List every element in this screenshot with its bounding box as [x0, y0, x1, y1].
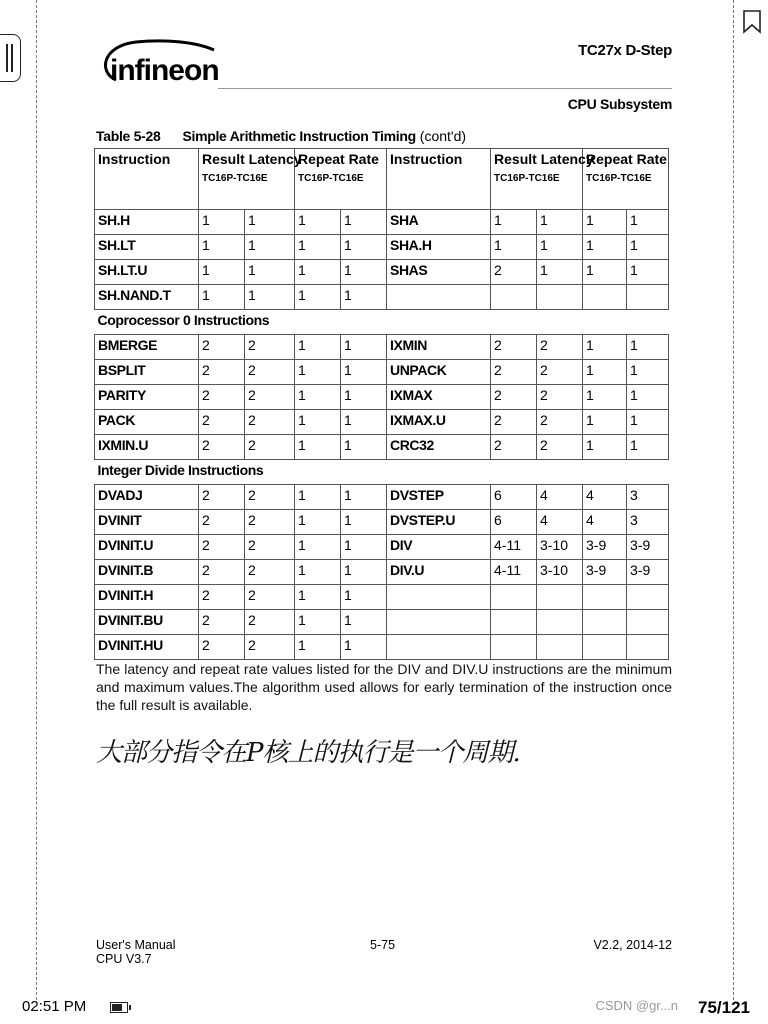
instruction-cell: DIV.U	[387, 560, 491, 585]
csdn-watermark: CSDN @gr...n	[595, 998, 678, 1013]
instruction-cell: DIV	[387, 535, 491, 560]
timing-cell: 2	[199, 360, 245, 385]
table-row	[95, 510, 669, 535]
table-row	[95, 260, 669, 285]
table-caption-suffix: (cont'd)	[419, 128, 467, 144]
timing-cell: 1	[341, 210, 387, 235]
timing-cell: 1	[583, 335, 627, 360]
instruction-cell: IXMIN.U	[95, 435, 199, 460]
timing-cell: 1	[583, 260, 627, 285]
timing-cell: 1	[245, 210, 295, 235]
timing-cell: 2	[199, 485, 245, 510]
timing-cell: 1	[491, 210, 537, 235]
timing-cell: 4-11	[491, 535, 537, 560]
instruction-cell: PARITY	[95, 385, 199, 410]
col-header-instruction-2: Instruction	[387, 149, 491, 210]
timing-cell: 2	[491, 335, 537, 360]
timing-cell	[627, 635, 669, 660]
timing-cell	[627, 610, 669, 635]
timing-cell: 1	[341, 410, 387, 435]
timing-cell: 1	[295, 485, 341, 510]
timing-cell: 2	[245, 535, 295, 560]
timing-cell: 2	[199, 610, 245, 635]
timing-cell: 1	[295, 635, 341, 660]
timing-cell: 1	[583, 385, 627, 410]
timing-cell: 2	[245, 435, 295, 460]
timing-cell: 1	[341, 560, 387, 585]
timing-cell: 2	[537, 335, 583, 360]
timing-cell: 1	[295, 335, 341, 360]
timing-cell: 2	[199, 385, 245, 410]
table-row	[95, 585, 669, 610]
timing-cell	[537, 610, 583, 635]
timing-cell: 1	[627, 260, 669, 285]
timing-cell: 1	[537, 260, 583, 285]
timing-cell	[583, 585, 627, 610]
timing-cell: 1	[295, 560, 341, 585]
table-section-row	[95, 310, 669, 335]
timing-cell: 2	[245, 360, 295, 385]
col-header-latency: Result Latency TC16P-TC16E	[199, 149, 295, 210]
timing-cell	[627, 285, 669, 310]
timing-cell: 1	[199, 235, 245, 260]
timing-cell: 1	[295, 410, 341, 435]
col-header-instruction: Instruction	[95, 149, 199, 210]
timing-cell: 1	[295, 510, 341, 535]
timing-cell: 2	[199, 510, 245, 535]
battery-icon	[110, 1002, 128, 1013]
timing-cell: 2	[245, 610, 295, 635]
timing-cell: 1	[627, 235, 669, 260]
timing-cell	[537, 635, 583, 660]
timing-cell: 3-10	[537, 535, 583, 560]
instruction-cell: DVINIT.B	[95, 560, 199, 585]
header-divider	[218, 88, 672, 89]
timing-cell: 2	[199, 410, 245, 435]
timing-cell: 2	[199, 535, 245, 560]
instruction-cell: SH.LT	[95, 235, 199, 260]
table-section-row	[95, 460, 669, 485]
timing-cell: 3-9	[627, 535, 669, 560]
col-header-repeat-2: Repeat Rate TC16P-TC16E	[583, 149, 669, 210]
instruction-cell: IXMAX	[387, 385, 491, 410]
timing-cell: 1	[295, 235, 341, 260]
body-paragraph: The latency and repeat rate values listed for the DIV and DIV.U instructions are the minimum and maximum values.The algorithm used allows for early termination of the instruction once the full result is available.	[96, 661, 672, 713]
timing-cell: 2	[491, 385, 537, 410]
timing-cell: 3-10	[537, 560, 583, 585]
instruction-cell: IXMAX.U	[387, 410, 491, 435]
instruction-cell: DVINIT.BU	[95, 610, 199, 635]
footer-page-number: 5-75	[370, 938, 396, 952]
status-time: 02:51 PM	[22, 998, 87, 1015]
timing-cell: 1	[341, 635, 387, 660]
timing-cell: 3-9	[583, 535, 627, 560]
instruction-cell: BMERGE	[95, 335, 199, 360]
timing-cell	[491, 635, 537, 660]
timing-cell: 1	[341, 585, 387, 610]
timing-cell: 2	[199, 335, 245, 360]
table-number: Table 5-28	[96, 128, 161, 144]
instruction-cell: CRC32	[387, 435, 491, 460]
instruction-cell: SH.LT.U	[95, 260, 199, 285]
instruction-cell: SHA.H	[387, 235, 491, 260]
timing-cell: 2	[491, 260, 537, 285]
timing-cell: 1	[295, 535, 341, 560]
instruction-cell: BSPLIT	[95, 360, 199, 385]
timing-cell: 1	[295, 435, 341, 460]
timing-cell	[537, 585, 583, 610]
timing-cell	[583, 610, 627, 635]
timing-cell: 4	[537, 510, 583, 535]
timing-cell: 1	[199, 260, 245, 285]
timing-cell: 6	[491, 485, 537, 510]
timing-cell: 1	[295, 285, 341, 310]
instruction-cell	[387, 585, 491, 610]
timing-cell: 1	[341, 435, 387, 460]
instruction-timing-table	[94, 148, 669, 660]
table-row	[95, 635, 669, 660]
footer-version: V2.2, 2014-12	[593, 938, 672, 952]
col-header-repeat: Repeat Rate TC16P-TC16E	[295, 149, 387, 210]
timing-cell: 1	[295, 210, 341, 235]
timing-cell: 2	[199, 435, 245, 460]
timing-cell: 2	[245, 510, 295, 535]
table-row	[95, 610, 669, 635]
section-heading: Integer Divide Instructions	[95, 460, 669, 485]
timing-cell: 2	[491, 435, 537, 460]
timing-cell	[491, 285, 537, 310]
timing-cell: 1	[341, 335, 387, 360]
timing-cell: 2	[199, 560, 245, 585]
timing-cell: 1	[245, 260, 295, 285]
instruction-cell: DVINIT.H	[95, 585, 199, 610]
instruction-cell: DVSTEP.U	[387, 510, 491, 535]
timing-cell: 2	[245, 635, 295, 660]
timing-cell: 2	[245, 385, 295, 410]
col-header-latency-2: Result Latency TC16P-TC16E	[491, 149, 583, 210]
infineon-logo	[96, 36, 220, 94]
timing-cell: 1	[295, 585, 341, 610]
section-title: CPU Subsystem	[567, 96, 672, 112]
timing-cell: 2	[491, 410, 537, 435]
bookmark-icon[interactable]	[742, 10, 762, 34]
timing-cell: 4	[583, 510, 627, 535]
svg-text:infineon: infineon	[110, 54, 219, 87]
reader-page-count[interactable]: 75/121	[698, 998, 750, 1017]
table-row	[95, 385, 669, 410]
table-row	[95, 560, 669, 585]
instruction-cell: DVSTEP	[387, 485, 491, 510]
timing-cell: 1	[245, 235, 295, 260]
left-margin-line	[36, 0, 37, 1000]
timing-cell: 1	[627, 410, 669, 435]
timing-cell: 2	[199, 585, 245, 610]
timing-cell: 4-11	[491, 560, 537, 585]
timing-cell: 1	[341, 285, 387, 310]
timing-cell: 1	[537, 210, 583, 235]
table-caption	[96, 128, 466, 144]
timing-cell: 1	[341, 535, 387, 560]
instruction-cell: DVADJ	[95, 485, 199, 510]
instruction-cell: PACK	[95, 410, 199, 435]
instruction-cell: DVINIT.HU	[95, 635, 199, 660]
timing-cell: 1	[583, 235, 627, 260]
timing-cell: 1	[341, 510, 387, 535]
timing-cell: 1	[583, 210, 627, 235]
table-row	[95, 210, 669, 235]
timing-cell: 1	[537, 235, 583, 260]
table-row	[95, 485, 669, 510]
timing-cell: 1	[583, 360, 627, 385]
instruction-cell	[387, 635, 491, 660]
timing-cell: 2	[245, 585, 295, 610]
timing-cell: 1	[199, 285, 245, 310]
timing-cell	[491, 610, 537, 635]
timing-cell: 1	[245, 285, 295, 310]
instruction-cell	[387, 610, 491, 635]
timing-cell: 2	[537, 410, 583, 435]
timing-cell: 2	[537, 435, 583, 460]
table-row	[95, 285, 669, 310]
timing-cell: 1	[627, 435, 669, 460]
timing-cell: 1	[341, 360, 387, 385]
timing-cell: 1	[627, 210, 669, 235]
timing-cell: 1	[627, 360, 669, 385]
timing-cell: 1	[341, 485, 387, 510]
timing-cell: 1	[627, 385, 669, 410]
timing-cell: 1	[199, 210, 245, 235]
timing-cell: 2	[537, 360, 583, 385]
instruction-cell: SH.H	[95, 210, 199, 235]
table-title: Simple Arithmetic Instruction Timing	[182, 128, 416, 144]
timing-cell: 2	[491, 360, 537, 385]
timing-cell: 1	[341, 235, 387, 260]
timing-cell: 4	[583, 485, 627, 510]
timing-cell: 1	[295, 360, 341, 385]
timing-cell: 3-9	[627, 560, 669, 585]
timing-cell	[627, 585, 669, 610]
table-row	[95, 535, 669, 560]
timing-cell: 1	[295, 610, 341, 635]
timing-cell: 1	[341, 260, 387, 285]
timing-cell: 1	[583, 410, 627, 435]
section-heading: Coprocessor 0 Instructions	[95, 310, 669, 335]
table-row	[95, 335, 669, 360]
timing-cell: 1	[627, 335, 669, 360]
timing-cell	[491, 585, 537, 610]
timing-cell: 3-9	[583, 560, 627, 585]
timing-cell: 2	[537, 385, 583, 410]
timing-cell: 2	[199, 635, 245, 660]
timing-cell: 6	[491, 510, 537, 535]
timing-cell: 1	[295, 385, 341, 410]
table-header-row	[95, 149, 669, 210]
instruction-cell: DVINIT	[95, 510, 199, 535]
table-row	[95, 435, 669, 460]
side-menu-handle[interactable]	[0, 34, 21, 82]
timing-cell: 3	[627, 510, 669, 535]
instruction-cell: IXMIN	[387, 335, 491, 360]
right-margin-line	[733, 0, 734, 1000]
timing-cell	[583, 635, 627, 660]
instruction-cell: UNPACK	[387, 360, 491, 385]
table-row	[95, 360, 669, 385]
timing-cell: 2	[245, 485, 295, 510]
timing-cell: 4	[537, 485, 583, 510]
table-row	[95, 235, 669, 260]
instruction-cell: DVINIT.U	[95, 535, 199, 560]
footer-manual: User's Manual CPU V3.7	[96, 938, 176, 966]
instruction-cell: SH.NAND.T	[95, 285, 199, 310]
timing-cell: 1	[341, 610, 387, 635]
timing-cell: 3	[627, 485, 669, 510]
handwritten-annotation: 大部分指令在P核上的执行是一个周期.	[96, 738, 520, 768]
table-row	[95, 410, 669, 435]
document-title: TC27x D-Step	[578, 42, 672, 59]
instruction-cell	[387, 285, 491, 310]
timing-cell	[583, 285, 627, 310]
timing-cell: 2	[245, 335, 295, 360]
timing-cell: 1	[341, 385, 387, 410]
instruction-cell: SHA	[387, 210, 491, 235]
timing-cell: 2	[245, 560, 295, 585]
timing-cell: 2	[245, 410, 295, 435]
instruction-cell: SHAS	[387, 260, 491, 285]
timing-cell: 1	[583, 435, 627, 460]
timing-cell: 1	[295, 260, 341, 285]
timing-cell	[537, 285, 583, 310]
timing-cell: 1	[491, 235, 537, 260]
